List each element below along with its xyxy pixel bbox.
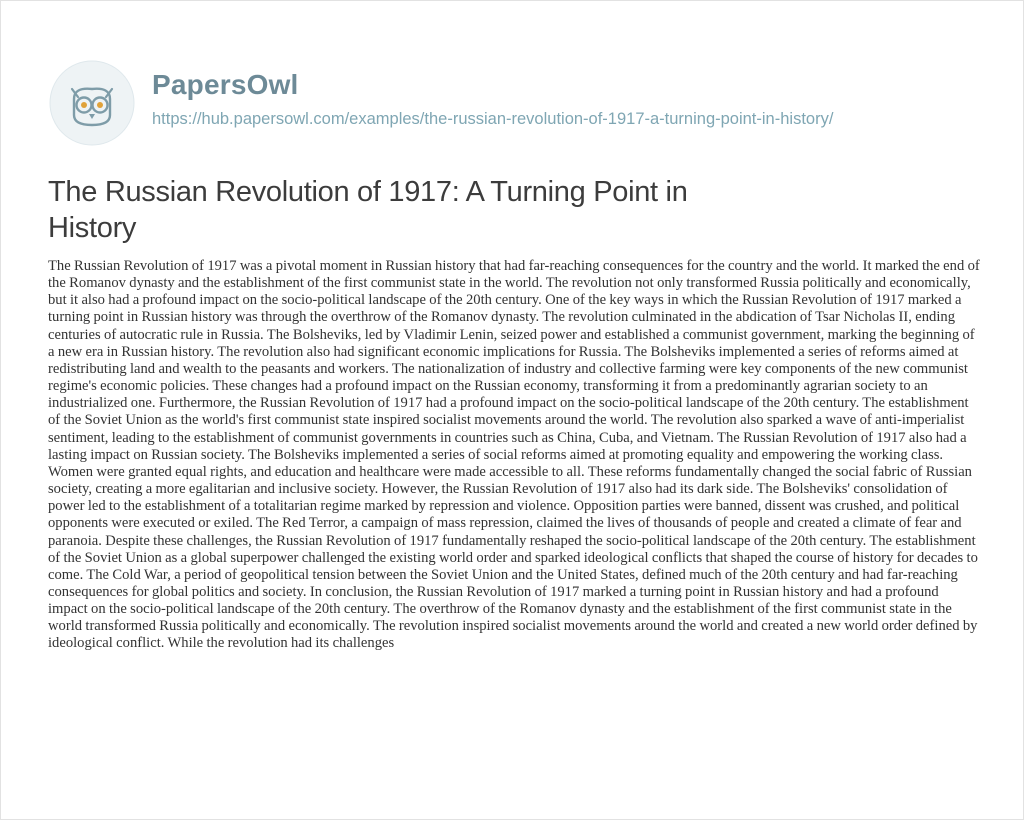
article-body: The Russian Revolution of 1917 was a pivotal moment in Russian history that had far-reaching consequences for the country and the world. It marked the end of the Romanov dynasty and the establishment of the first communist state in the world. The revolution not only transformed Russia politically and economically, but it also had a profound impact on the socio-political landscape of the 20th century. One of the key ways in which the Russian Revolution of 1917 marked a turning point in Russian history was through the overthrow of the Romanov dynasty. The revolution culminated in the abdication of Tsar Nicholas II, ending centuries of autocratic rule in Russia. The Bolsheviks, led by Vladimir Lenin, seized power and established a communist government, marking the beginning of a new era in Russian history. The revolution also had significant economic implications for Russia. The Bolsheviks implemented a series of reforms aimed at redistributing land and wealth to the peasants and workers. The nationalization of industry and collective farming were key components of the new communist regime's economic policies. These changes had a profound impact on the Russian economy, transforming it from a predominantly agrarian society to an industrialized one. Furthermore, the Russian Revolution of 1917 had a profound impact on the socio-political landscape of the 20th century. The establishment of the Soviet Union as the world's first communist state inspired socialist movements around the world. The revolution also sparked a wave of anti-imperialist sentiment, leading to the establishment of communist governments in countries such as China, Cuba, and Vietnam. The Russian Revolution of 1917 also had a lasting impact on Russian society. The Bolsheviks implemented a series of social reforms aimed at promoting equality and empowering the working class. Women were granted equal rights, and education and healthcare were made accessible to all. These reforms fundamentally changed the social fabric of Russian society, creating a more egalitarian and inclusive society. However, the Russian Revolution of 1917 also had its dark side. The Bolsheviks' consolidation of power led to the establishment of a totalitarian regime marked by repression and violence. Opposition parties were banned, dissent was crushed, and political opponents were executed or exiled. The Red Terror, a campaign of mass repression, claimed the lives of thousands of people and created a climate of fear and paranoia. Despite these challenges, the Russian Revolution of 1917 fundamentally reshaped the socio-political landscape of the 20th century. The establishment of the Soviet Union as a global superpower challenged the existing world order and sparked ideological conflicts that shaped the course of history for decades to come. The Cold War, a period of geopolitical tension between the Soviet Union and the United States, defined much of the 20th century and had far-reaching consequences for global politics and society. In conclusion, the Russian Revolution of 1917 marked a turning point in Russian history and had a profound impact on the socio-political landscape of the 20th century. The overthrow of the Romanov dynasty and the establishment of the first communist state in the world transformed Russia politically and economically. The revolution inspired socialist movements around the world and created a new world order defined by ideological conflict. While the revolution had its challenges: [48, 258, 980, 652]
brand-name[interactable]: PapersOwl: [152, 69, 299, 100]
owl-logo-icon[interactable]: [48, 59, 136, 147]
article-title: The Russian Revolution of 1917: A Turning Point in History: [48, 176, 688, 244]
site-header: [48, 59, 1008, 149]
source-url-link[interactable]: https://hub.papersowl.com/examples/the-russian-revolution-of-1917-a-turning-point-in-history/: [152, 110, 834, 128]
